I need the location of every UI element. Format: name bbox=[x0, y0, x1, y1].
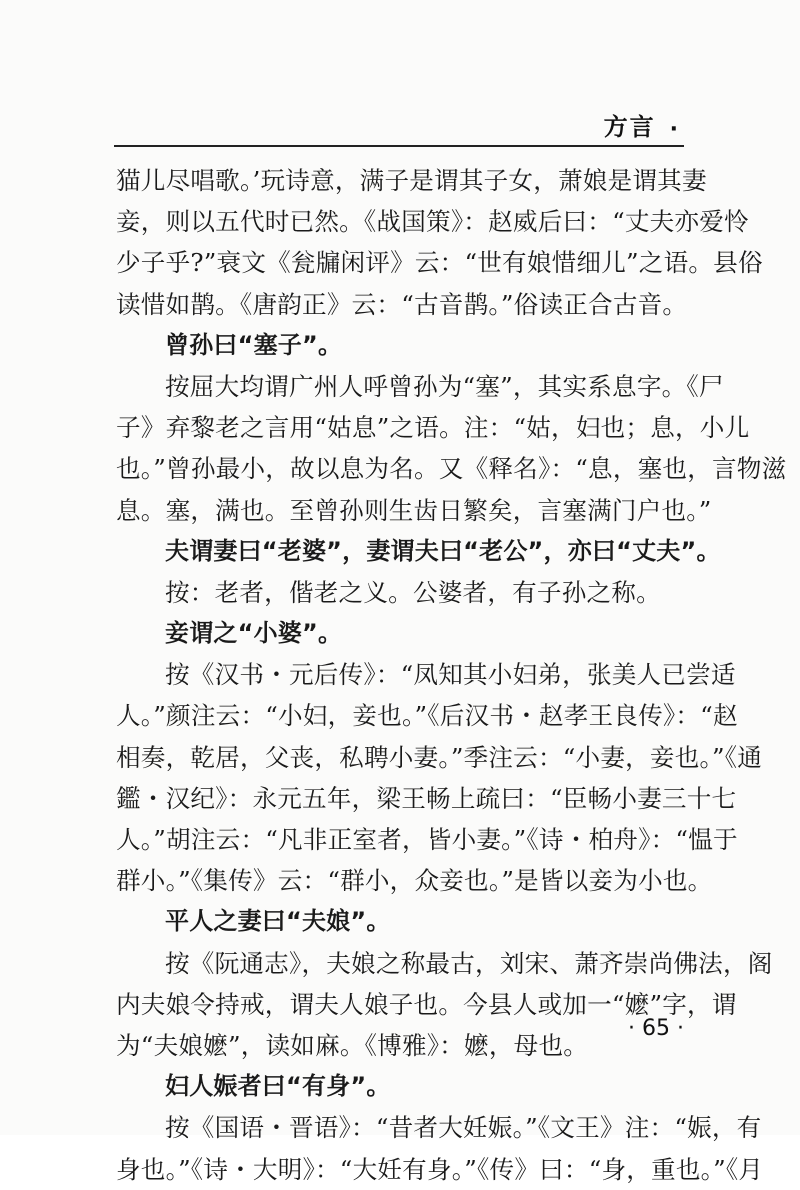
text-line: 按：老者，偕老之义。公婆者，有子孙之称。 bbox=[165, 577, 661, 607]
header-rule bbox=[114, 145, 684, 147]
text-line: 鑑・汉纪》：永元五年，梁王畅上疏曰：“臣畅小妻三十七 bbox=[116, 783, 737, 813]
text-line: 按屈大均谓广州人呼曾孙为“塞”，其实系息字。《尸 bbox=[165, 371, 724, 401]
text-line: 人。”颜注云：“小妇，妾也。”《后汉书・赵孝王良传》：“赵 bbox=[116, 701, 738, 731]
text-line: 猫儿尽唱歌。’玩诗意，满子是谓其子女，萧娘是谓其妻 bbox=[116, 166, 707, 195]
section-heading: 曾孙曰“塞子”。 bbox=[165, 330, 343, 359]
text-line: 妾，则以五代时已然。《战国策》：赵威后曰：“丈夫亦爱怜 bbox=[116, 207, 749, 237]
section-heading: 妾谓之“小婆”。 bbox=[165, 619, 343, 648]
text-line: 为“夫娘嬷”，读如麻。《博雅》：嬷，母也。 bbox=[116, 1030, 589, 1060]
text-line: 少子乎?”衰文《瓮牖闲评》云：“世有娘惜细儿”之语。县俗 bbox=[116, 248, 763, 278]
text-line: 身也。”《诗・大明》：“大妊有身。”《传》曰：“身，重也。”《月 bbox=[116, 1154, 764, 1184]
page-number: · 65 · bbox=[628, 1016, 684, 1041]
text-line: 子》弃黎老之言用“姑息”之语。注：“姑，妇也；息，小儿 bbox=[116, 413, 750, 443]
text-line: 息。塞，满也。至曾孙则生齿日繁矣，言塞满门户也。” bbox=[116, 495, 712, 525]
running-head-title: 方言 bbox=[603, 113, 656, 141]
running-head bbox=[604, 108, 678, 142]
body-text bbox=[116, 160, 787, 1190]
text-line: 相奏，乾居，父丧，私聘小妻。”季注云：“小妻，妾也。”《通 bbox=[116, 742, 763, 772]
text-line: 按《国语・晋语》：“昔者大妊娠。”《文王》注：“娠，有 bbox=[165, 1113, 762, 1143]
running-head-dot: · bbox=[669, 117, 678, 142]
text-line: 按《阮通志》，夫娘之称最古，刘宋、萧齐崇尚佛法，阁 bbox=[165, 948, 773, 978]
text-line: 按《汉书・元后传》：“凤知其小妇弟，张美人已尝适 bbox=[165, 660, 736, 690]
section-heading: 平人之妻曰“夫娘”。 bbox=[165, 907, 391, 936]
text-line: 人。”胡注云：“凡非正室者，皆小妻。”《诗・柏舟》：“愠于 bbox=[116, 825, 738, 854]
text-line: 也。”曾孙最小，故以息为名。又《释名》：“息，塞也，言物滋 bbox=[116, 454, 787, 484]
section-heading: 妇人娠者曰“有身”。 bbox=[165, 1072, 391, 1101]
text-line: 群小。”《集传》云：“群小，众妾也。”是皆以妾为小也。 bbox=[116, 866, 713, 896]
text-line: 内夫娘令持戒，谓夫人娘子也。今县人或加一“嬷”字，谓 bbox=[116, 989, 737, 1019]
section-heading: 夫谓妻曰“老婆”，妻谓夫曰“老公”，亦曰“丈夫”。 bbox=[165, 536, 721, 565]
text-line: 读惜如鹊。《唐韵正》云：“古音鹊。”俗读正合古音。 bbox=[116, 289, 688, 319]
